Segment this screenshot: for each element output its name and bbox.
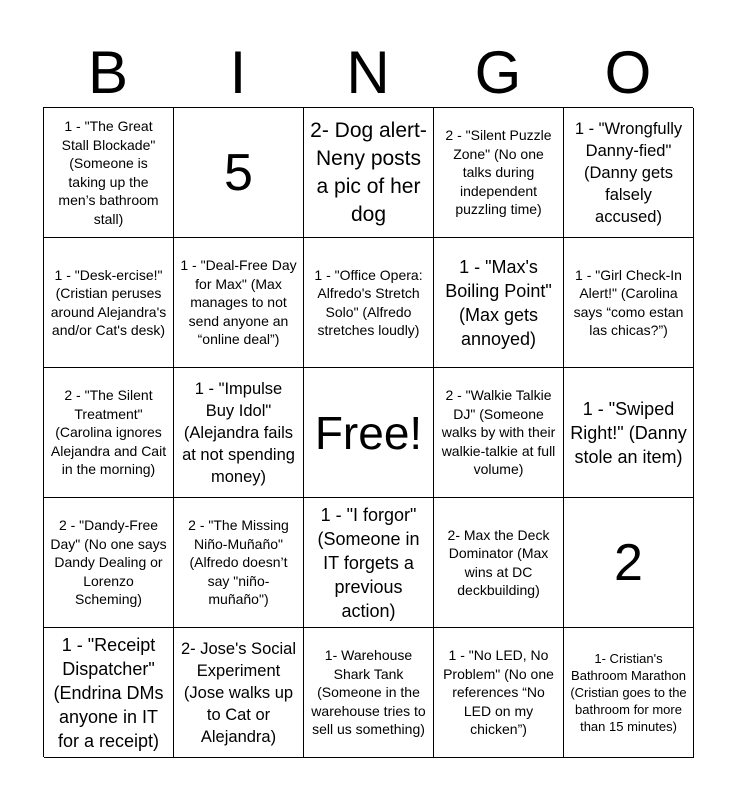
cell-deal-free-day[interactable] [174,238,304,368]
cell-warehouse-shark-tank[interactable] [304,628,434,758]
header-letter-b: B [87,39,129,106]
bingo-header [43,38,693,108]
cell-text: 2 [614,533,643,592]
cell-deck-dominator[interactable] [434,498,564,628]
cell-text: 1- Cristian's Bathroom Marathon (Cristian goes to the bathroom for more than 15 minutes) [570,651,687,734]
cell-office-opera[interactable] [304,238,434,368]
cell-text: 1 - "Max's Boiling Point" (Max gets annoyed) [445,256,552,349]
cell-text: 2 - "The Missing Niño-Muñaño" (Alfredo doesn’t say "niño-muñaño") [188,517,289,608]
cell-text: 2- Jose's Social Experiment (Jose walks up to Cat or Alejandra) [180,639,297,746]
cell-text: 1 - "Impulse Buy Idol" (Alejandra fails at not spending money) [182,379,295,486]
cell-text: 2 - "Dandy-Free Day" (No one says Dandy Dealing or Lorenzo Scheming) [50,517,167,608]
cell-text: 2 - "Walkie Talkie DJ" (Someone walks by with their walkie-talkie at full volume) [441,387,556,478]
cell-free-space[interactable] [304,368,434,498]
cell-text: 1 - "Desk-ercise!" (Cristian peruses around Alejandra's and/or Cat's desk) [50,266,167,338]
cell-text: 2 - "Silent Puzzle Zone" (No one talks during independent puzzling time) [445,127,552,218]
cell-text: 1 - "The Great Stall Blockade" (Someone is taking up the men’s bathroom stall) [58,118,159,227]
bingo-grid [43,107,693,757]
cell-bathroom-marathon[interactable] [564,628,694,758]
cell-missing-nino-munano[interactable] [174,498,304,628]
header-letter-g: G [474,39,522,106]
cell-text: 1 - "Deal-Free Day for Max" (Max manages to not send anyone an “online deal”) [180,257,297,348]
cell-number-5[interactable] [174,108,304,238]
cell-silent-puzzle-zone[interactable] [434,108,564,238]
cell-dog-alert[interactable] [304,108,434,238]
cell-jose-social-experiment[interactable] [174,628,304,758]
cell-text: 5 [224,143,253,202]
cell-text: 2 - "The Silent Treatment" (Carolina ignores Alejandra and Cait in the morning) [50,387,167,478]
cell-silent-treatment[interactable] [44,368,174,498]
cell-text: 1 - "Girl Check-In Alert!" (Carolina says “como estan las chicas?”) [573,266,684,338]
cell-text: 2- Max the Deck Dominator (Max wins at DC deckbuilding) [447,526,550,598]
cell-swiped-right[interactable] [564,368,694,498]
header-letter-i: I [229,39,247,106]
cell-walkie-talkie-dj[interactable] [434,368,564,498]
cell-number-2[interactable] [564,498,694,628]
cell-girl-check-in[interactable] [564,238,694,368]
cell-no-led-no-problem[interactable] [434,628,564,758]
header-letter-n: N [346,39,390,106]
cell-great-stall-blockade[interactable] [44,108,174,238]
header-letter-o: O [604,39,652,106]
cell-receipt-dispatcher[interactable] [44,628,174,758]
cell-text: 1 - "No LED, No Problem" (No one references “No LED on my chicken”) [443,647,554,738]
cell-text: 1 - "Swiped Right!" (Danny stole an item) [570,398,687,467]
cell-i-forgor[interactable] [304,498,434,628]
cell-text: Free! [314,406,423,459]
cell-wrongfully-danny-fied[interactable] [564,108,694,238]
cell-text: 2- Dog alert- Neny posts a pic of her dog [310,118,427,226]
cell-text: 1 - "I forgor" (Someone in IT forgets a previous action) [317,504,420,621]
cell-desk-ercise[interactable] [44,238,174,368]
cell-text: 1 - "Wrongfully Danny-fied" (Danny gets falsely accused) [574,119,683,226]
cell-text: 1 - "Office Opera: Alfredo's Stretch Solo" (Alfredo stretches loudly) [314,266,423,338]
cell-dandy-free-day[interactable] [44,498,174,628]
cell-text: 1 - "Receipt Dispatcher" (Endrina DMs anyone in IT for a receipt) [53,634,164,751]
cell-max-boiling-point[interactable] [434,238,564,368]
cell-impulse-buy-idol[interactable] [174,368,304,498]
cell-text: 1- Warehouse Shark Tank (Someone in the warehouse tries to sell us something) [311,647,426,738]
